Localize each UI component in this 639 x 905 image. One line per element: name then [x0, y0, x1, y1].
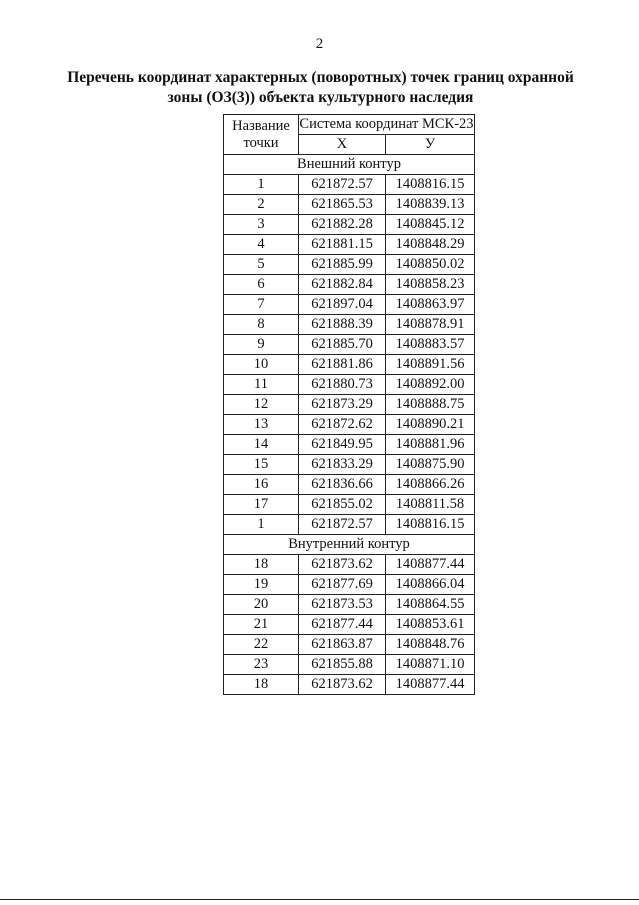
y-coordinate-cell: 1408848.29	[386, 235, 475, 255]
table-row	[224, 395, 475, 415]
point-number-cell: 15	[224, 455, 299, 475]
table-row	[224, 315, 475, 335]
y-coordinate-cell: 1408881.96	[386, 435, 475, 455]
table-row	[224, 215, 475, 235]
x-coordinate-cell: 621833.29	[299, 455, 386, 475]
table-row	[224, 495, 475, 515]
y-coordinate-cell: 1408866.26	[386, 475, 475, 495]
x-coordinate-cell: 621873.29	[299, 395, 386, 415]
document-title-line-1: Перечень координат характерных (поворотных) точек границ охранной	[67, 69, 574, 86]
y-coordinate-cell: 1408878.91	[386, 315, 475, 335]
point-number-cell: 2	[224, 195, 299, 215]
table-row	[224, 375, 475, 395]
x-coordinate-cell: 621877.69	[299, 575, 386, 595]
y-coordinate-cell: 1408877.44	[386, 675, 475, 695]
y-coordinate-cell: 1408816.15	[386, 515, 475, 535]
point-number-cell: 12	[224, 395, 299, 415]
table-row	[224, 675, 475, 695]
table-row	[224, 235, 475, 255]
table-row	[224, 175, 475, 195]
table-row	[224, 615, 475, 635]
x-coordinate-cell: 621888.39	[299, 315, 386, 335]
x-coordinate-cell: 621872.62	[299, 415, 386, 435]
x-coordinate-cell: 621885.99	[299, 255, 386, 275]
x-coordinate-cell: 621881.15	[299, 235, 386, 255]
table-row	[224, 295, 475, 315]
y-coordinate-cell: 1408877.44	[386, 555, 475, 575]
document-title-line-2: зоны (ОЗ(3)) объекта культурного наследия	[167, 89, 474, 106]
point-number-cell: 1	[224, 515, 299, 535]
point-number-cell: 23	[224, 655, 299, 675]
point-number-cell: 21	[224, 615, 299, 635]
x-coordinate-cell: 621872.57	[299, 175, 386, 195]
table-row	[224, 435, 475, 455]
table-row	[224, 475, 475, 495]
point-number-cell: 3	[224, 215, 299, 235]
table-row	[224, 595, 475, 615]
section-row	[224, 535, 475, 555]
table-row	[224, 575, 475, 595]
x-coordinate-cell: 621863.87	[299, 635, 386, 655]
x-coordinate-cell: 621836.66	[299, 475, 386, 495]
y-coordinate-cell: 1408816.15	[386, 175, 475, 195]
point-number-cell: 7	[224, 295, 299, 315]
table-row	[224, 255, 475, 275]
point-number-cell: 18	[224, 555, 299, 575]
x-coordinate-cell: 621855.02	[299, 495, 386, 515]
point-number-cell: 14	[224, 435, 299, 455]
document-title	[40, 68, 601, 108]
coordinates-table	[223, 114, 475, 695]
point-number-cell: 9	[224, 335, 299, 355]
page-bottom-rule	[0, 899, 639, 900]
table-row	[224, 555, 475, 575]
x-coordinate-cell: 621873.62	[299, 675, 386, 695]
point-number-cell: 22	[224, 635, 299, 655]
y-coordinate-cell: 1408850.02	[386, 255, 475, 275]
header-point-name: Название точки	[224, 115, 299, 155]
table-row	[224, 335, 475, 355]
y-coordinate-cell: 1408871.10	[386, 655, 475, 675]
point-number-cell: 20	[224, 595, 299, 615]
x-coordinate-cell: 621880.73	[299, 375, 386, 395]
section-title: Внутренний контур	[224, 535, 475, 555]
table-row	[224, 655, 475, 675]
x-coordinate-cell: 621897.04	[299, 295, 386, 315]
table-row	[224, 275, 475, 295]
y-coordinate-cell: 1408864.55	[386, 595, 475, 615]
point-number-cell: 17	[224, 495, 299, 515]
point-number-cell: 11	[224, 375, 299, 395]
x-coordinate-cell: 621849.95	[299, 435, 386, 455]
header-y: У	[386, 135, 475, 155]
point-number-cell: 4	[224, 235, 299, 255]
point-number-cell: 13	[224, 415, 299, 435]
y-coordinate-cell: 1408863.97	[386, 295, 475, 315]
table-body	[224, 155, 475, 695]
point-number-cell: 19	[224, 575, 299, 595]
y-coordinate-cell: 1408811.58	[386, 495, 475, 515]
table-row	[224, 355, 475, 375]
x-coordinate-cell: 621881.86	[299, 355, 386, 375]
y-coordinate-cell: 1408891.56	[386, 355, 475, 375]
table-row	[224, 415, 475, 435]
point-number-cell: 8	[224, 315, 299, 335]
y-coordinate-cell: 1408839.13	[386, 195, 475, 215]
table-header	[224, 115, 475, 155]
x-coordinate-cell: 621873.53	[299, 595, 386, 615]
y-coordinate-cell: 1408888.75	[386, 395, 475, 415]
table-row	[224, 195, 475, 215]
y-coordinate-cell: 1408853.61	[386, 615, 475, 635]
y-coordinate-cell: 1408892.00	[386, 375, 475, 395]
x-coordinate-cell: 621865.53	[299, 195, 386, 215]
y-coordinate-cell: 1408875.90	[386, 455, 475, 475]
x-coordinate-cell: 621885.70	[299, 335, 386, 355]
point-number-cell: 16	[224, 475, 299, 495]
point-number-cell: 10	[224, 355, 299, 375]
y-coordinate-cell: 1408883.57	[386, 335, 475, 355]
table-row	[224, 635, 475, 655]
y-coordinate-cell: 1408866.04	[386, 575, 475, 595]
y-coordinate-cell: 1408848.76	[386, 635, 475, 655]
y-coordinate-cell: 1408858.23	[386, 275, 475, 295]
point-number-cell: 1	[224, 175, 299, 195]
point-number-cell: 18	[224, 675, 299, 695]
x-coordinate-cell: 621877.44	[299, 615, 386, 635]
table-row	[224, 515, 475, 535]
point-number-cell: 5	[224, 255, 299, 275]
x-coordinate-cell: 621873.62	[299, 555, 386, 575]
page-number: 2	[315, 36, 324, 52]
x-coordinate-cell: 621882.28	[299, 215, 386, 235]
section-row	[224, 155, 475, 175]
header-coordinate-system: Система координат МСК-23	[299, 115, 475, 135]
y-coordinate-cell: 1408890.21	[386, 415, 475, 435]
x-coordinate-cell: 621872.57	[299, 515, 386, 535]
section-title: Внешний контур	[224, 155, 475, 175]
x-coordinate-cell: 621855.88	[299, 655, 386, 675]
point-number-cell: 6	[224, 275, 299, 295]
y-coordinate-cell: 1408845.12	[386, 215, 475, 235]
header-x: X	[299, 135, 386, 155]
x-coordinate-cell: 621882.84	[299, 275, 386, 295]
table-row	[224, 455, 475, 475]
